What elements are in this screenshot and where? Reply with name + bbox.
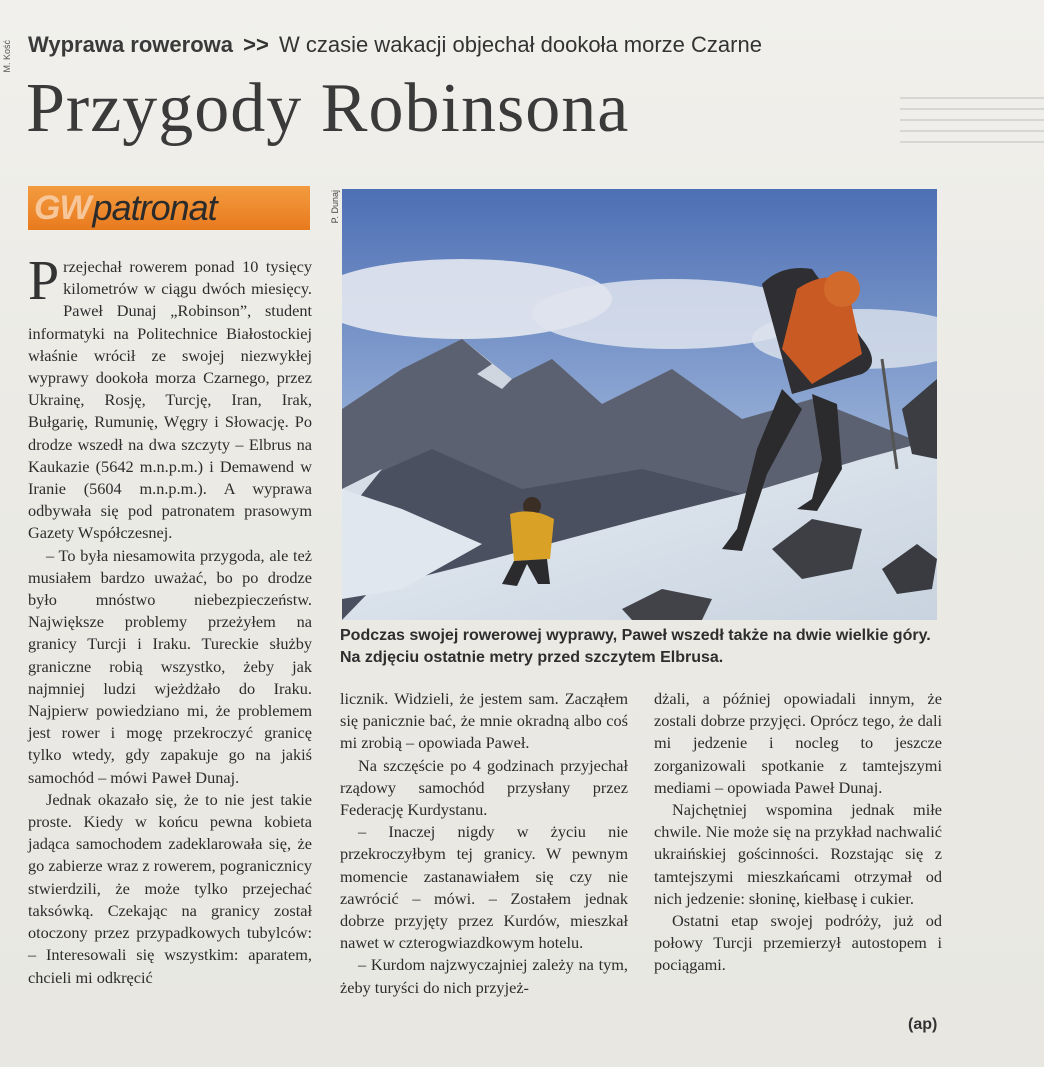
article-paragraph: Jednak okazało się, że to nie jest takie proste. Kiedy w końcu pewna kobieta jadąca samochodem zadeklarowała się, że go zabierze wraz z rowerem, pogranicznicy stwierdzili, że może tylko przejechać taksówką. Czekając na granicy został otoczony przez przypadkowych tubylców: – Interesowali się wszystkim: aparatem, chcieli mi odkręcić xyxy=(28,789,312,987)
article-column-3 xyxy=(654,688,942,977)
headline: Przygody Robinsona xyxy=(26,70,630,147)
article-column-1 xyxy=(28,250,312,989)
article-paragraph: Na szczęście po 4 godzinach przyjechał rządowy samochód przysłany przez Federację Kurdystanu. xyxy=(340,755,628,820)
drop-cap: P xyxy=(28,250,60,312)
gw-patronat-badge xyxy=(28,186,310,230)
mountain-photo-illustration xyxy=(342,189,937,620)
kicker-section: Wyprawa rowerowa xyxy=(28,32,233,57)
article-paragraph: – Inaczej nigdy w życiu nie przekroczyłbym tej granicy. W pewnym momencie zastanawiałem się czy nie zawrócić – mówi. – Zostałem jednak dobrze przyjęty przez Kurdów, mieszkał nawet w czterogwiazdkowym hotelu. xyxy=(340,822,628,953)
article-paragraph: dżali, a później opowiadali innym, że zostali dobrze przyjęci. Oprócz tego, że dali mi jedzenie i nocleg to jeszcze zorganizowali spotkanie z tamtejszymi mediami – opowiada Paweł Dunaj. xyxy=(654,689,942,797)
article-paragraph: Ostatni etap swojej podróży, już od połowy Turcji przemierzył autostopem i pociągami. xyxy=(654,911,942,975)
article-paragraph xyxy=(28,250,312,545)
article-paragraph: licznik. Widzieli, że jestem sam. Zacząłem się panicznie bać, że mnie okradną albo coś mi zrobią – opowiada Paweł. xyxy=(340,689,628,753)
article-paragraph: Najchętniej wspomina jednak miłe chwile. Nie może się na przykład nachwalić ukraińskiej gościnności. Rozstając się z tamtejszymi mieszkańcami otrzymał od nich jedzenie: słoninę, kiełbasę i cukier. xyxy=(654,800,942,908)
kicker-text: W czasie wakacji objechał dookoła morze Czarne xyxy=(278,32,762,57)
article-paragraph: – To była niesamowita przygoda, ale też musiałem bardzo uważać, bo po drodze było mnóstwo niebezpieczeństw. Największe problemy przeżyłem na granicy Turcji i Iraku. Tureckie służby graniczne robią wszystko, żeby jak najmniej ludzi wjeżdżało do Iraku. Najpierw powiedziano mi, że problemem jest rower i mogę przekroczyć granicę tylko wtedy, gdy zapakuje go na jakiś samochód – mówi Paweł Dunaj. xyxy=(28,545,312,787)
mountain-photo xyxy=(342,189,937,620)
kicker-arrows: >> xyxy=(243,32,269,57)
side-credit: M. Kość xyxy=(2,40,12,73)
bleed-through-text xyxy=(900,88,1044,168)
article-column-2 xyxy=(340,688,628,999)
badge-gw-logo: GW xyxy=(34,188,91,227)
photo-caption: Podczas swojej rowerowej wyprawy, Paweł wszedł także na dwie wielkie góry. Na zdjęciu ostatnie metry przed szczytem Elbrusa. xyxy=(340,627,931,666)
author-signature: (ap) xyxy=(908,1016,938,1033)
kicker xyxy=(28,32,762,58)
article-paragraph: – Kurdom najzwyczajniej zależy na tym, żeby turyści do nich przyjeż- xyxy=(340,955,628,997)
badge-label: patronat xyxy=(92,187,217,228)
article-paragraph-text: rzejechał rowerem ponad 10 tysięcy kilometrów w ciągu dwóch miesięcy. Paweł Dunaj „Robinson”, student informatyki na Politechnice Białostockiej właśnie wrócił ze swojej niezwykłej wyprawy dookoła morza Czarnego, przez Ukrainę, Rosję, Turcję, Iran, Irak, Bułgarię, Rumunię, Węgry i Słowację. Po drodze wszedł na dwa szczyty – Elbrus na Kaukazie (5642 m.n.p.m.) i Demawend w Iranie (5604 m.n.p.m.). A wyprawa odbywała się pod patronatem prasowym Gazety Współczesnej. xyxy=(28,257,312,543)
photo-credit: P. Dunaj xyxy=(330,190,340,224)
